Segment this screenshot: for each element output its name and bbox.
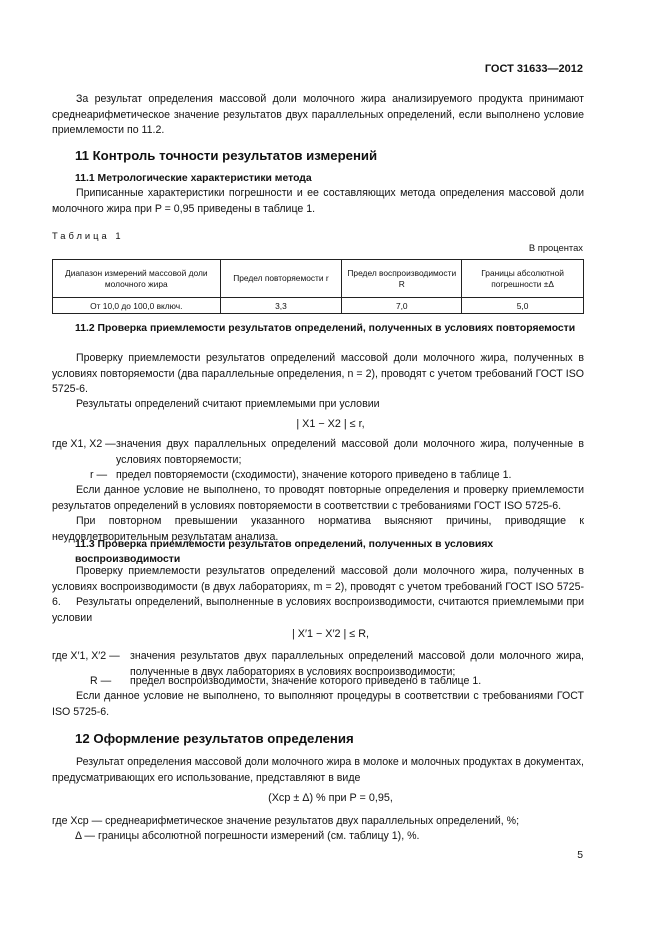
formula-repeatability: | X1 − X2 | ≤ r, [296,418,365,430]
intro-paragraph: За результат определения массовой доли молочного жира анализируемого продукта принимают среднеарифметическое значение результатов двух параллельных определений, если выполнено условие приемлемости по 11.2. [52,93,584,137]
table-header-cell: Диапазон измерений массовой доли молочного жира [53,260,221,298]
section-11-2-para-2: Результаты определений считают приемлемыми при условии [76,398,380,410]
where-text: предел повторяемости (сходимости), значение которого приведено в таблице 1. [116,469,512,481]
section-11-heading: 11 Контроль точности результатов измерений [75,148,378,163]
section-11-2-para-1: Проверку приемлемости результатов определений массовой доли молочного жира, полученных в условиях повторяемости (два параллельные определения, n = 2), проводят с учетом требований ГОСТ ISO 5725-6. [52,352,584,396]
section-11-2-para-3: Если данное условие не выполнено, то проводят повторные определения и проверку приемлемости результатов определений в условиях повторяемости в соответствии с требованиями ГОСТ ISO 5725-6. [52,484,584,512]
section-11-2-para-4: При повторном превышении указанного норматива выясняют причины, приводящие к неудовлетворительным результатам анализа. [52,515,584,543]
table-cell: 7,0 [342,298,462,314]
section-11-3-para-1: Проверку приемлемости результатов определений массовой доли молочного жира, полученных в условиях воспроизводимости (в двух лабораториях, m = 2), проводят с учетом требований ГОСТ ISO 5725-6. [52,565,584,609]
page-number: 5 [577,850,583,861]
formula-reproducibility: | X′1 − X′2 | ≤ R, [291,628,370,640]
section-12-where-2: Δ — границы абсолютной погрешности измерений (см. таблицу 1), %. [75,830,420,842]
table-header-row [53,260,584,298]
table-cell: От 10,0 до 100,0 включ. [53,298,221,314]
section-12-heading: 12 Оформление результатов определения [75,731,354,746]
table-header-cell: Предел повторяемости r [220,260,342,298]
where-lead: r — [90,469,108,481]
table-1 [52,259,584,314]
section-11-3-para-3: Если данное условие не выполнено, то выполняют процедуры в соответствии с требованиями ГОСТ ISO 5725-6. [52,690,584,718]
table-cell: 5,0 [462,298,584,314]
table-1-unit: В процентах [528,242,583,253]
table-row [53,298,584,314]
table-cell: 3,3 [220,298,342,314]
table-header-cell: Предел воспроизводимости R [342,260,462,298]
formula-result: (Xср ± Δ) % при P = 0,95, [268,792,393,804]
section-12-where-1: где Xср — среднеарифметическое значение результатов двух параллельных определений, %; [52,815,520,827]
section-11-2-heading: 11.2 Проверка приемлемости результатов определений, полученных в условиях повторяемости [75,323,576,334]
where-text: предел воспроизводимости, значение которого приведено в таблице 1. [130,675,482,687]
table-1-label: Таблица 1 [52,230,124,241]
document-code: ГОСТ 31633—2012 [484,63,583,75]
section-11-1-text: Приписанные характеристики погрешности и ее составляющих метода определения массовой доли молочного жира при P = 0,95 приведены в таблице 1. [52,187,584,215]
where-text: значения результатов двух параллельных определений массовой доли молочного жира, полученные в двух лабораториях в условиях воспроизводимости; [130,650,584,678]
section-11-1-heading: 11.1 Метрологические характеристики метода [75,173,312,184]
section-11-3-heading: 11.3 Проверка приемлемости результатов определений, полученных в условиях воспроизводимости [75,539,494,565]
where-text: значения двух параллельных определений массовой доли молочного жира, полученные в условиях повторяемости; [116,438,584,466]
where-lead: где X′1, X′2 — [52,650,120,662]
section-12-para-1: Результат определения массовой доли молочного жира в молоке и молочных продуктах в документах, предусматривающих его использование, представляют в виде [52,756,584,784]
table-header-cell: Границы абсолютной погрешности ±Δ [462,260,584,298]
where-lead: где X1, X2 — [52,438,116,450]
section-11-3-para-2: Результаты определений, выполненные в условиях воспроизводимости, считаются приемлемыми при условии [52,596,584,624]
where-lead: R — [90,675,112,687]
